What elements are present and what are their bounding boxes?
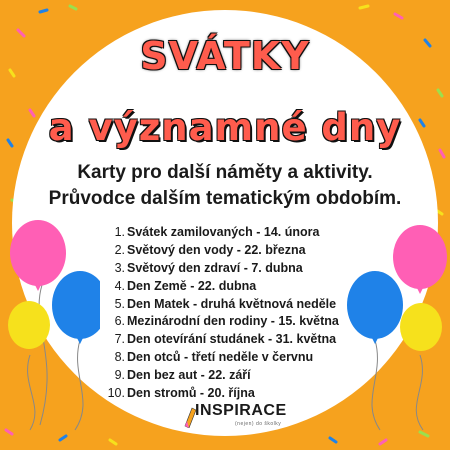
- blue-balloon-icon: [52, 271, 100, 339]
- list-item: [103, 349, 339, 367]
- pink-balloon-icon: [393, 225, 447, 289]
- list-item-number: 5.: [114, 296, 125, 311]
- title-line-1: SVÁTKY: [140, 34, 310, 78]
- list-item-text: Den stromů - 20. října: [127, 386, 255, 401]
- list-item-number: 9.: [114, 368, 125, 383]
- list-item: [103, 331, 339, 349]
- title-line-2: a významné dny: [48, 106, 402, 149]
- holiday-list: [103, 224, 339, 403]
- subtitle-line-1: Karty pro další náměty a aktivity.: [77, 162, 373, 183]
- list-item: [103, 313, 339, 331]
- balloon-group-right: [345, 215, 450, 435]
- list-item: [103, 278, 339, 296]
- list-item: [103, 385, 339, 403]
- list-item-text: Světový den zdraví - 7. dubna: [127, 260, 303, 275]
- list-item: [103, 242, 339, 260]
- list-item-number: 1.: [114, 225, 125, 239]
- blue-balloon-icon: [347, 271, 403, 339]
- balloon-group-left: [0, 215, 100, 435]
- inspirace-logo: [183, 402, 293, 432]
- pink-balloon-icon: [10, 220, 66, 286]
- list-item-text: Den Země - 22. dubna: [127, 278, 257, 293]
- list-item-number: 7.: [114, 332, 125, 347]
- list-item-text: Den Matek - druhá květnová neděle: [127, 296, 337, 311]
- list-item-text: Den otců - třetí neděle v červnu: [127, 350, 314, 365]
- list-item: [103, 224, 339, 242]
- logo-tagline: (nejen) do školky: [235, 421, 282, 427]
- list-item-text: Den otevírání studánek - 31. května: [127, 332, 337, 347]
- list-item: [103, 260, 339, 278]
- list-item-number: 2.: [114, 242, 125, 257]
- logo-name: INSPIRACE: [195, 402, 287, 419]
- yellow-balloon-icon: [400, 303, 442, 351]
- list-item-text: Den bez aut - 22. září: [127, 368, 251, 383]
- subtitle-line-2: Průvodce dalším tematickým obdobím.: [48, 188, 402, 209]
- yellow-balloon-icon: [8, 301, 50, 349]
- list-item-number: 10.: [107, 386, 125, 401]
- list-item-number: 3.: [114, 260, 125, 275]
- list-item-number: 4.: [114, 278, 125, 293]
- list-item-text: Mezinárodní den rodiny - 15. května: [127, 314, 339, 329]
- list-item: [103, 367, 339, 385]
- list-item: [103, 296, 339, 314]
- list-item-text: Svátek zamilovaných - 14. února: [127, 225, 320, 239]
- list-item-text: Světový den vody - 22. března: [127, 242, 306, 257]
- list-item-number: 6.: [114, 314, 125, 329]
- list-item-number: 8.: [114, 350, 125, 365]
